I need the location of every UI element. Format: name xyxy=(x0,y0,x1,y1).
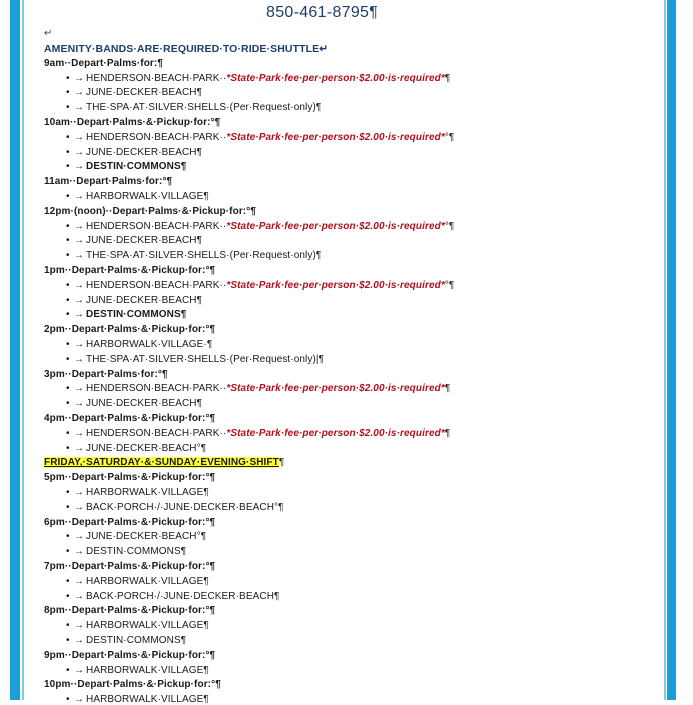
tab-arrow-icon: → xyxy=(74,383,85,395)
bullet-icon: • xyxy=(66,383,70,395)
bullet-icon: • xyxy=(66,531,70,543)
tab-arrow-icon: → xyxy=(74,191,85,202)
tab-arrow-icon: → xyxy=(74,161,85,173)
departure-time-line xyxy=(44,650,215,661)
bullet-icon: • xyxy=(66,353,70,365)
departure-time-line xyxy=(44,517,215,528)
tab-arrow-icon: → xyxy=(74,635,85,646)
list-item xyxy=(66,383,450,394)
bullet-icon: • xyxy=(66,102,70,114)
destination-text: THE·SPA·AT·SILVER·SHELLS·(Per·Request·only)|¶ xyxy=(86,353,325,365)
destination-text: HENDERSON·BEACH·PARK·· xyxy=(86,220,227,232)
paragraph-mark: °¶ xyxy=(444,220,455,232)
destination-text: BACK·PORCH·/·JUNE·DECKER·BEACH°¶ xyxy=(86,501,284,513)
list-item xyxy=(66,132,454,143)
tab-arrow-icon: → xyxy=(74,339,85,350)
bullet-icon: • xyxy=(66,620,70,632)
evening-shift-heading xyxy=(44,457,284,468)
tab-arrow-icon: → xyxy=(74,146,85,158)
tab-arrow-icon: → xyxy=(74,87,85,99)
departure-time-text: 1pm··Depart·Palms·&·Pickup·for:°¶ xyxy=(44,265,216,276)
list-item xyxy=(66,339,212,350)
departure-time-text: 5pm··Depart·Palms·&·Pickup·for:°¶ xyxy=(44,472,216,484)
destination-text: THE·SPA·AT·SILVER·SHELLS·(Per·Request·only)¶ xyxy=(86,250,322,262)
bullet-icon: • xyxy=(66,220,70,232)
bullet-icon: • xyxy=(66,161,70,173)
return-mark: ↵ xyxy=(44,28,53,39)
bullet-icon: • xyxy=(66,146,70,158)
bullet-icon: • xyxy=(66,250,70,262)
destination-text: HARBORWALK·VILLAGE¶ xyxy=(86,575,209,587)
destination-text: HARBORWALK·VILLAGE¶ xyxy=(86,620,209,632)
list-item xyxy=(66,576,209,587)
bullet-icon: • xyxy=(66,427,70,439)
tab-arrow-icon: → xyxy=(74,294,85,306)
departure-time-line xyxy=(44,176,172,187)
tab-arrow-icon: → xyxy=(74,546,85,558)
list-item xyxy=(66,487,209,498)
tab-arrow-icon: → xyxy=(74,501,85,513)
park-fee-note: *State·Park·fee·per·person·$2.00·is·required* xyxy=(226,427,445,439)
list-item xyxy=(66,295,202,306)
destination-text: HARBORWALK·VILLAGE·¶ xyxy=(86,339,213,350)
list-item xyxy=(66,665,209,676)
destination-text: HENDERSON·BEACH·PARK·· xyxy=(86,72,227,84)
page-border-right xyxy=(667,0,676,700)
list-item xyxy=(66,620,209,631)
park-fee-note: *State·Park·fee·per·person·$2.00·is·required* xyxy=(226,131,445,143)
bullet-icon: • xyxy=(66,309,70,321)
destination-text: HENDERSON·BEACH·PARK·· xyxy=(86,279,227,291)
paragraph-mark: °¶ xyxy=(444,279,455,291)
paragraph-mark: ¶ xyxy=(444,383,451,395)
paragraph-mark: ¶ xyxy=(444,72,451,84)
bullet-icon: • xyxy=(66,72,70,84)
tab-arrow-icon: → xyxy=(74,353,85,365)
bullet-icon: • xyxy=(66,442,70,454)
tab-arrow-icon: → xyxy=(74,235,85,247)
page-border-left-inner xyxy=(22,0,24,700)
departure-time-text: 9pm··Depart·Palms·&·Pickup·for:°¶ xyxy=(44,649,216,661)
bullet-icon: • xyxy=(66,546,70,558)
list-item xyxy=(66,398,202,409)
list-item xyxy=(66,73,450,84)
destination-text: DESTIN·COMMONS¶ xyxy=(86,546,187,558)
evening-shift-text: FRIDAY,·SATURDAY·&·SUNDAY·EVENING·SHIFT xyxy=(44,457,279,469)
list-item xyxy=(66,191,209,202)
departure-time-text: 8pm··Depart·Palms·&·Pickup·for:°¶ xyxy=(44,605,216,617)
destination-text: DESTIN·COMMONS¶ xyxy=(86,161,187,173)
list-item xyxy=(66,502,284,513)
bullet-icon: • xyxy=(66,398,70,410)
paragraph-mark: °¶ xyxy=(444,131,455,143)
tab-arrow-icon: → xyxy=(74,575,85,587)
destination-text: HENDERSON·BEACH·PARK·· xyxy=(86,427,227,439)
park-fee-note: *State·Park·fee·per·person·$2.00·is·required* xyxy=(226,72,445,84)
destination-text: JUNE·DECKER·BEACH¶ xyxy=(86,87,203,99)
departure-time-line xyxy=(44,265,215,276)
section-heading xyxy=(44,43,328,55)
paragraph-mark: ¶ xyxy=(444,427,451,439)
tab-arrow-icon: → xyxy=(74,250,85,262)
tab-arrow-icon: → xyxy=(74,102,85,114)
departure-time-text: 3pm··Depart·Palms·for:°¶ xyxy=(44,368,168,380)
departure-time-text: 6pm··Depart·Palms·&·Pickup·for:°¶ xyxy=(44,516,216,528)
list-item xyxy=(66,591,280,602)
departure-time-text: 11am··Depart·Palms·for:°¶ xyxy=(44,176,173,188)
bullet-icon: • xyxy=(66,590,70,602)
bullet-icon: • xyxy=(66,279,70,291)
list-item xyxy=(66,102,321,113)
list-item xyxy=(66,280,454,291)
bullet-icon: • xyxy=(66,635,70,646)
destination-text: JUNE·DECKER·BEACH¶ xyxy=(86,294,203,306)
tab-arrow-icon: → xyxy=(74,442,85,454)
bullet-icon: • xyxy=(66,694,70,705)
list-item xyxy=(66,443,206,454)
destination-text: JUNE·DECKER·BEACH¶ xyxy=(86,235,203,247)
destination-text: JUNE·DECKER·BEACH°¶ xyxy=(86,442,207,454)
departure-time-line xyxy=(44,324,215,335)
departure-time-text: 7pm··Depart·Palms·&·Pickup·for:°¶ xyxy=(44,561,216,572)
destination-text: THE·SPA·AT·SILVER·SHELLS·(Per·Request·only)¶ xyxy=(86,102,322,114)
tab-arrow-icon: → xyxy=(74,279,85,291)
paragraph-mark: ¶ xyxy=(278,457,285,469)
destination-text: BACK·PORCH·/·JUNE·DECKER·BEACH¶ xyxy=(86,590,280,602)
departure-time-text: 10am··Depart·Palms·&·Pickup·for:°¶ xyxy=(44,117,221,128)
list-item xyxy=(66,428,450,439)
departure-time-line xyxy=(44,58,163,69)
destination-text: HENDERSON·BEACH·PARK·· xyxy=(86,383,227,395)
destination-text: JUNE·DECKER·BEACH¶ xyxy=(86,398,203,410)
destination-text: DESTIN·COMMONS¶ xyxy=(86,309,187,321)
bullet-icon: • xyxy=(66,235,70,247)
park-fee-note: *State·Park·fee·per·person·$2.00·is·required* xyxy=(226,220,445,232)
park-fee-note: *State·Park·fee·per·person·$2.00·is·required* xyxy=(226,383,445,395)
list-item xyxy=(66,161,186,172)
list-item xyxy=(66,221,454,232)
destination-text: JUNE·DECKER·BEACH°¶ xyxy=(86,531,207,543)
departure-time-line xyxy=(44,369,168,380)
destination-text: HARBORWALK·VILLAGE¶ xyxy=(86,694,209,705)
departure-time-text: 10pm··Depart·Palms·&·Pickup·for:°¶ xyxy=(44,679,221,691)
bullet-icon: • xyxy=(66,575,70,587)
tab-arrow-icon: → xyxy=(74,694,85,705)
tab-arrow-icon: → xyxy=(74,398,85,410)
tab-arrow-icon: → xyxy=(74,220,85,232)
phone-number: 850-461-8795¶ xyxy=(266,4,379,21)
page-border-left xyxy=(10,0,20,700)
bullet-icon: • xyxy=(66,87,70,99)
tab-arrow-icon: → xyxy=(74,309,85,321)
list-item xyxy=(66,87,202,98)
list-item xyxy=(66,235,202,246)
bullet-icon: • xyxy=(66,664,70,676)
tab-arrow-icon: → xyxy=(74,531,85,543)
bullet-icon: • xyxy=(66,191,70,202)
bullet-icon: • xyxy=(66,501,70,513)
destination-text: HENDERSON·BEACH·PARK·· xyxy=(86,131,227,143)
list-item xyxy=(66,147,202,158)
park-fee-note: *State·Park·fee·per·person·$2.00·is·required* xyxy=(226,279,445,291)
list-item xyxy=(66,354,324,365)
departure-time-text: 4pm··Depart·Palms·&·Pickup·for:°¶ xyxy=(44,413,216,424)
list-item xyxy=(66,309,186,320)
list-item xyxy=(66,546,186,557)
departure-time-text: 12pm·(noon)··Depart·Palms·&·Pickup·for:°¶ xyxy=(44,205,256,217)
tab-arrow-icon: → xyxy=(74,72,85,84)
departure-time-line xyxy=(44,413,215,424)
destination-text: HARBORWALK·VILLAGE¶ xyxy=(86,664,209,676)
departure-time-line xyxy=(44,679,221,690)
departure-time-line xyxy=(44,206,256,217)
list-item xyxy=(66,635,186,646)
departure-time-line xyxy=(44,472,215,483)
list-item xyxy=(66,250,321,261)
departure-time-line xyxy=(44,561,215,572)
destination-text: JUNE·DECKER·BEACH¶ xyxy=(86,146,203,158)
departure-time-text: 9am··Depart·Palms·for:¶ xyxy=(44,57,163,69)
tab-arrow-icon: → xyxy=(74,664,85,676)
departure-time-text: 2pm··Depart·Palms·&·Pickup·for:°¶ xyxy=(44,324,216,336)
bullet-icon: • xyxy=(66,131,70,143)
bullet-icon: • xyxy=(66,294,70,306)
bullet-icon: • xyxy=(66,487,70,498)
list-item xyxy=(66,531,206,542)
tab-arrow-icon: → xyxy=(74,590,85,602)
tab-arrow-icon: → xyxy=(74,620,85,632)
bullet-icon: • xyxy=(66,339,70,350)
tab-arrow-icon: → xyxy=(74,487,85,498)
departure-time-line xyxy=(44,117,220,128)
destination-text: DESTIN·COMMONS¶ xyxy=(86,635,187,646)
destination-text: HARBORWALK·VILLAGE¶ xyxy=(86,191,209,202)
tab-arrow-icon: → xyxy=(74,131,85,143)
departure-time-line xyxy=(44,605,215,616)
tab-arrow-icon: → xyxy=(74,427,85,439)
destination-text: HARBORWALK·VILLAGE¶ xyxy=(86,487,209,498)
heading-text: AMENITY·BANDS·ARE·REQUIRED·TO·RIDE·SHUTTLE↵ xyxy=(44,43,329,55)
page-border-right-inner xyxy=(664,0,666,700)
